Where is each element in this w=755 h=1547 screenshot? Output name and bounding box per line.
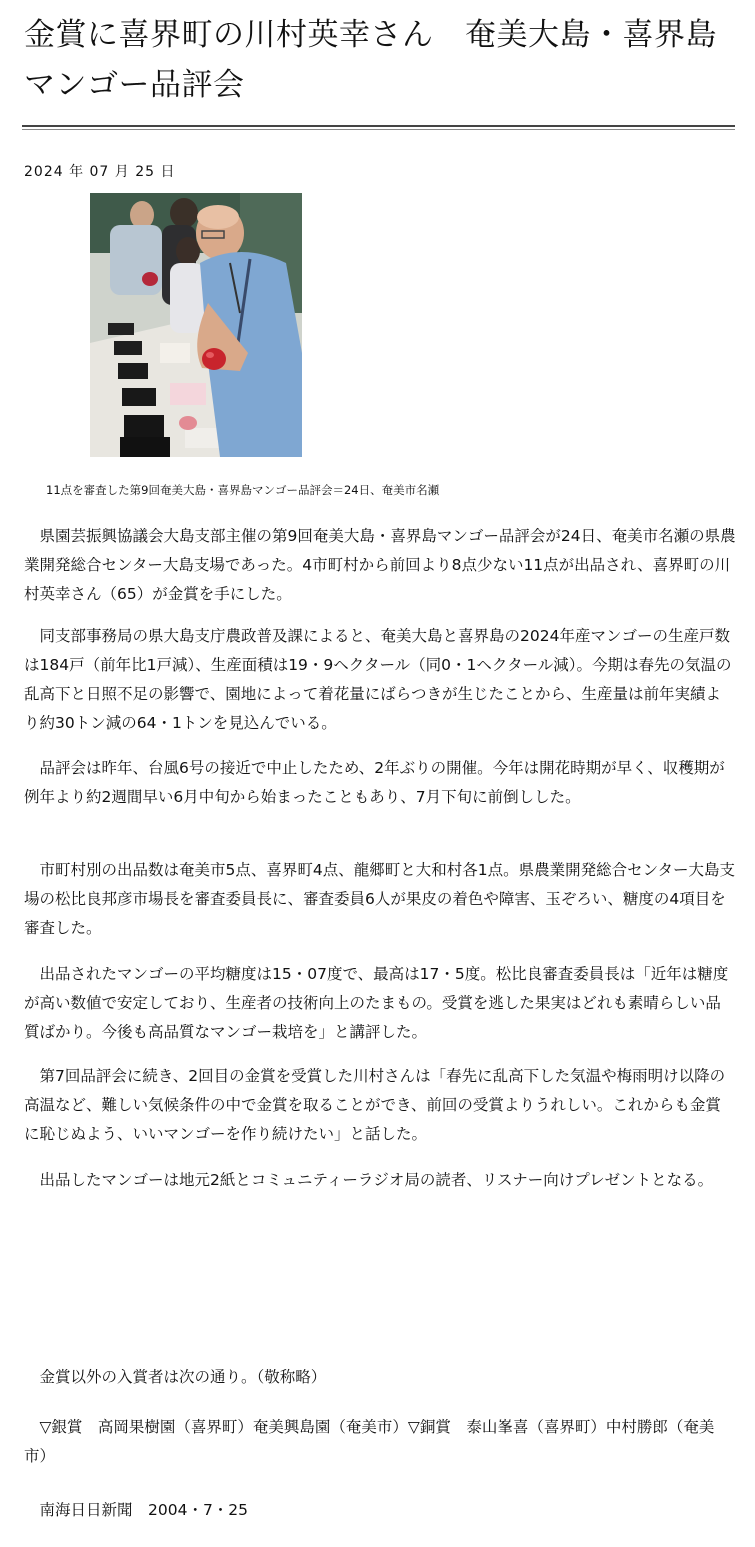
article-date: 2024 年 07 月 25 日 [24, 164, 176, 180]
article-paragraph: 出品されたマンゴーの平均糖度は15・07度で、最高は17・5度。松比良審査委員長は「近年は糖度が高い数値で安定しており、生産者の技術向上のたまもの。受賞を逃した果実はどれも素晴らしい品質ばかり。今後も高品質なマンゴー栽培を」と講評した。 [24, 965, 729, 1041]
headline-divider-thin [22, 129, 735, 130]
article-headline: 金賞に喜界町の川村英幸さん 奄美大島・喜界島マンゴー品評会 [24, 17, 717, 103]
headline-divider [22, 125, 735, 127]
photo-caption: 11点を審査した第9回奄美大島・喜界島マンゴー品評会＝24日、奄美市名瀬 [46, 483, 440, 497]
article-paragraph: 市町村別の出品数は奄美市5点、喜界町4点、龍郷町と大和村各1点。県農業開発総合センター大島支場の松比良邦彦市場長を審査委員長に、審査委員6人が果皮の着色や障害、玉ぞろい、糖度の4項目を審査した。 [24, 861, 735, 937]
source-credit: 南海日日新聞 2004・7・25 [39, 1501, 249, 1519]
article-paragraph: 出品したマンゴーは地元2紙とコミュニティーラジオ局の読者、リスナー向けプレゼントとなる。 [39, 1171, 714, 1189]
article-paragraph: 品評会は昨年、台風6号の接近で中止したため、2年ぶりの開催。今年は開花時期が早く、収穫期が例年より約2週間早い6月中旬から始まったこともあり、7月下旬に前倒しした。 [24, 759, 725, 806]
article-paragraph: 第7回品評会に続き、2回目の金賞を受賞した川村さんは「春先に乱高下した気温や梅雨明け以降の高温など、難しい気候条件の中で金賞を取ることができ、前回の受賞よりうれしい。これからも金賞に恥じぬよう、いいマンゴーを作り続けたい」と話した。 [24, 1067, 726, 1143]
article-paragraph: 同支部事務局の県大島支庁農政普及課によると、奄美大島と喜界島の2024年産マンゴーの生産戸数は184戸（前年比1戸減）、生産面積は19・9ヘクタール（同0・1ヘクタール減）。今期は春先の気温の乱高下と日照不足の影響で、園地によって着花量にばらつきが生じたことから、生産量は前年実績より約30トン減の64・1トンを見込んでいる。 [24, 627, 732, 732]
other-winners-list: ▽銀賞 高岡果樹園（喜界町）奄美興島園（奄美市）▽銅賞 泰山峯喜（喜界町）中村勝郎（奄美市） [24, 1418, 715, 1465]
mango-judging-photo [90, 193, 302, 457]
other-winners-intro: 金賞以外の入賞者は次の通り。（敬称略） [39, 1368, 327, 1386]
article-paragraph: 県園芸振興協議会大島支部主催の第9回奄美大島・喜界島マンゴー品評会が24日、奄美市名瀬の県農業開発総合センター大島支場であった。4市町村から前回より8点少ない11点が出品され、喜界町の川村英幸さん（65）が金賞を手にした。 [24, 527, 736, 603]
article-photo [90, 193, 302, 457]
